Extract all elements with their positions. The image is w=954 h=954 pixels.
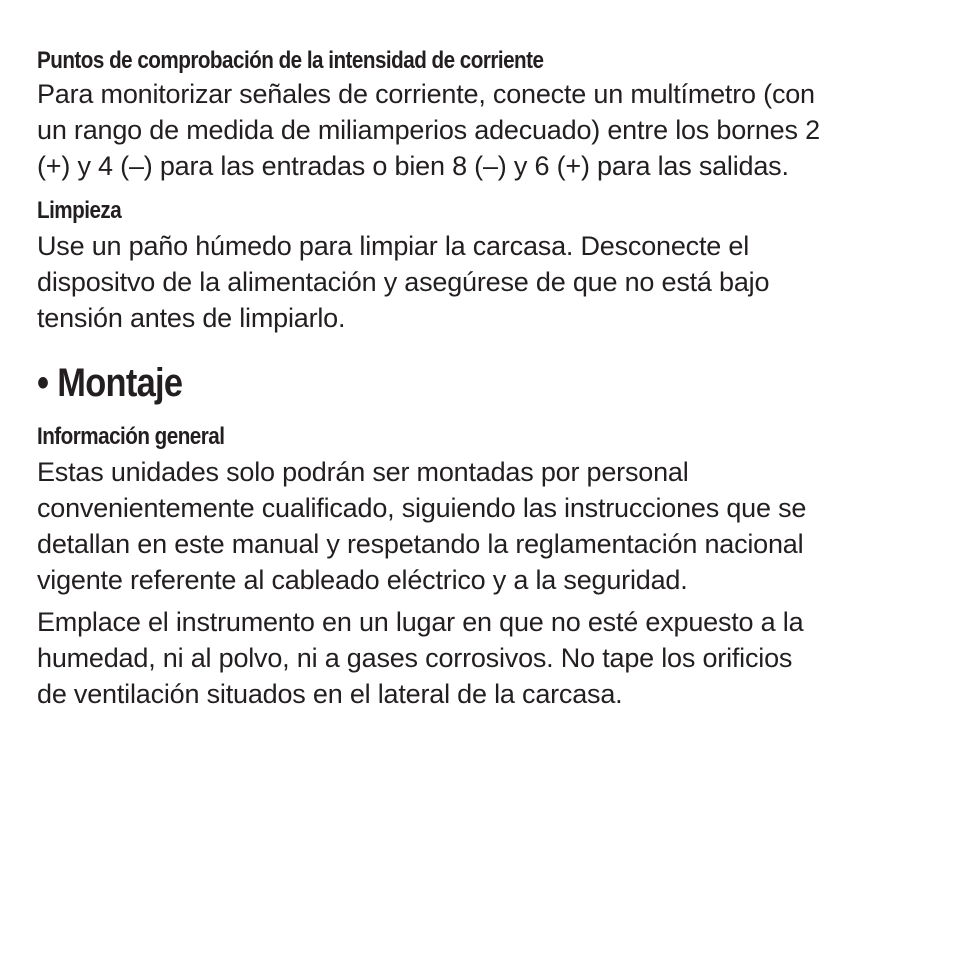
paragraph-line: vigente referente al cableado eléctrico y a la seguridad.	[37, 565, 688, 595]
paragraph-cleaning	[37, 228, 927, 336]
paragraph-line: tensión antes de limpiarlo.	[37, 303, 346, 333]
paragraph-line: dispositvo de la alimentación y asegúrese de que no está bajo	[37, 267, 770, 297]
paragraph-line: detallan en este manual y respetando la reglamentación nacional	[37, 529, 804, 559]
paragraph-line: un rango de medida de miliamperios adecuado) entre los bornes 2	[37, 115, 820, 145]
paragraph-general-info-2	[37, 604, 927, 712]
heading-cleaning: Limpieza	[37, 197, 122, 224]
paragraph-line: Estas unidades solo podrán ser montadas por personal	[37, 457, 689, 487]
paragraph-line: convenientemente cualificado, siguiendo las instrucciones que se	[37, 493, 807, 523]
heading-general-information: Información general	[37, 423, 225, 450]
paragraph-line: (+) y 4 (–) para las entradas o bien 8 (–) y 6 (+) para las salidas.	[37, 151, 789, 181]
paragraph-line: Para monitorizar señales de corriente, conecte un multímetro (con	[37, 79, 815, 109]
paragraph-line: Use un paño húmedo para limpiar la carcasa. Desconecte el	[37, 231, 749, 261]
heading-current-check-points: Puntos de comprobación de la intensidad de corriente	[37, 47, 544, 74]
paragraph-current-check	[37, 76, 927, 184]
paragraph-line: humedad, ni al polvo, ni a gases corrosivos. No tape los orificios	[37, 643, 793, 673]
paragraph-line: de ventilación situados en el lateral de la carcasa.	[37, 679, 623, 709]
paragraph-line: Emplace el instrumento en un lugar en que no esté expuesto a la	[37, 607, 804, 637]
section-title-mounting: • Montaje	[37, 361, 183, 405]
document-page	[37, 46, 927, 712]
paragraph-general-info-1	[37, 454, 927, 598]
